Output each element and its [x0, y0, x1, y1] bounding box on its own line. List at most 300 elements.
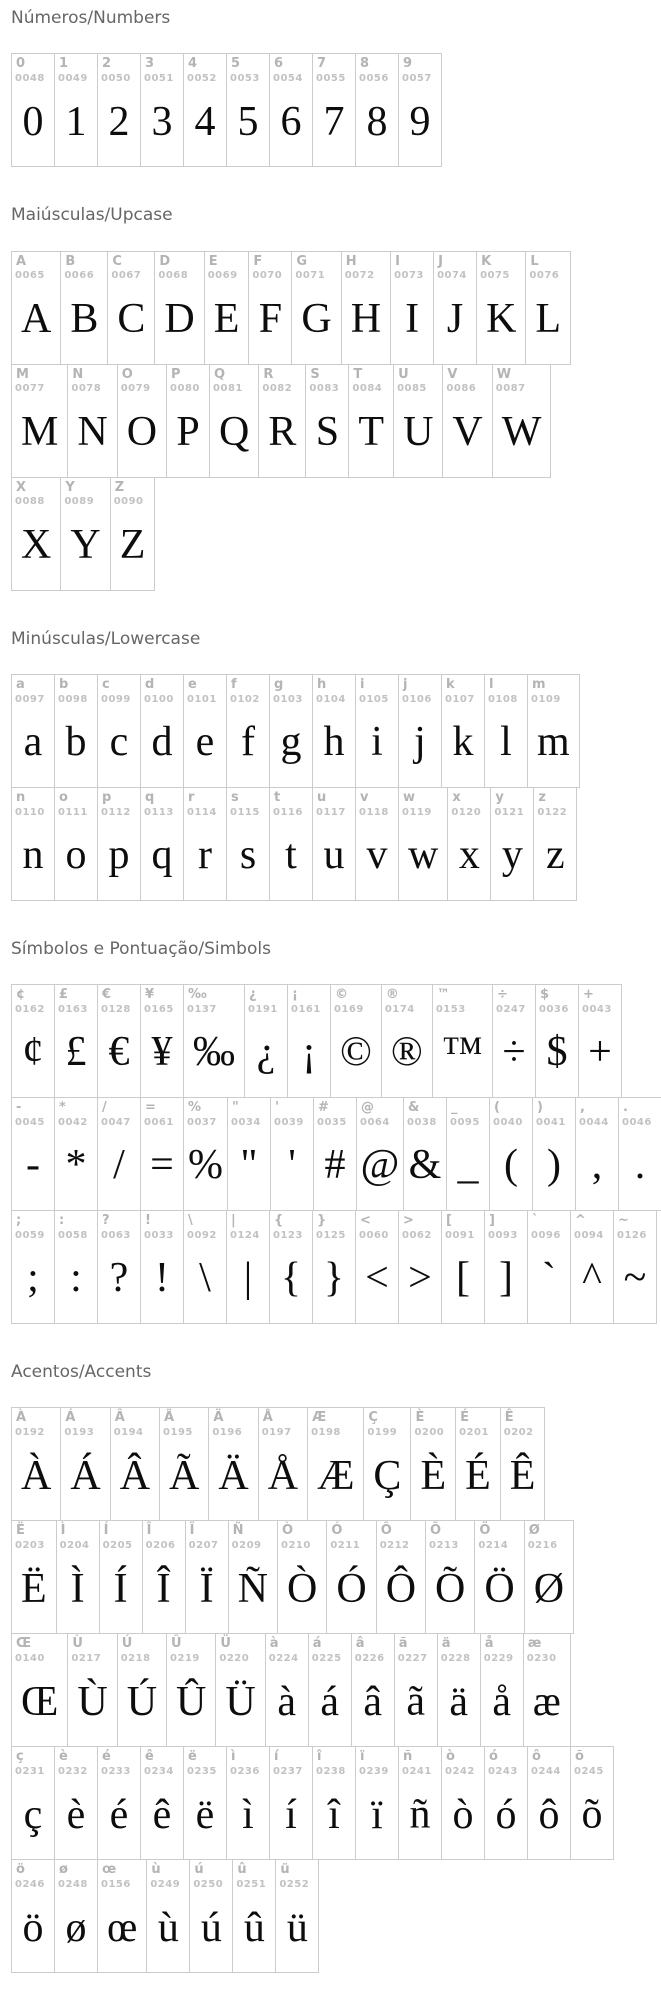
char-code: 0081 — [213, 383, 243, 395]
glyph-cell — [275, 1859, 319, 1973]
section-title: Números/Numbers — [11, 8, 171, 28]
char-label: Í — [103, 1523, 109, 1539]
glyph-cell — [363, 1407, 411, 1521]
glyph-preview: V — [452, 408, 483, 455]
char-code: 0100 — [144, 693, 174, 705]
char-code: 0174 — [384, 1003, 415, 1015]
glyph-cell — [489, 1097, 533, 1211]
char-label: Ú — [121, 1636, 133, 1652]
glyph-preview: - — [26, 1142, 40, 1189]
char-label: " — [232, 1100, 239, 1115]
char-label: h — [317, 676, 327, 692]
char-code: 0060 — [359, 1229, 389, 1241]
glyph-preview: D — [164, 295, 195, 342]
glyph-cell — [226, 1746, 270, 1860]
char-code: 0210 — [281, 1540, 311, 1552]
char-code: 0061 — [144, 1116, 174, 1128]
glyph-cell — [410, 1407, 456, 1521]
glyph-cell — [277, 1520, 327, 1634]
char-label: 9 — [403, 56, 413, 72]
char-code: 0140 — [15, 1653, 45, 1665]
char-label: m — [532, 676, 546, 692]
glyph-cell — [484, 674, 528, 788]
glyph-cell — [376, 1520, 426, 1634]
char-label: 3 — [145, 56, 155, 72]
glyph-preview: g — [280, 719, 302, 766]
glyph-preview: * — [65, 1142, 87, 1189]
char-label: è — [59, 1749, 68, 1765]
char-code: 0070 — [252, 270, 283, 282]
glyph-table — [11, 674, 661, 901]
glyph-cell — [425, 1520, 475, 1634]
glyph-preview: L — [535, 295, 562, 342]
glyph-cell — [56, 1520, 100, 1634]
glyph-cell — [140, 674, 184, 788]
glyph-preview: © — [340, 1029, 372, 1076]
char-code: 0165 — [144, 1003, 174, 1015]
char-label: > — [403, 1213, 414, 1228]
char-code: 0227 — [397, 1653, 428, 1665]
char-code: 0092 — [187, 1229, 217, 1241]
glyph-preview: á — [320, 1678, 340, 1725]
glyph-preview: € — [108, 1029, 130, 1076]
glyph-cell — [570, 1746, 614, 1860]
char-code: 0243 — [488, 1766, 518, 1778]
char-code: 0106 — [402, 693, 432, 705]
glyph-cell — [54, 1859, 98, 1973]
char-label: Î — [146, 1523, 152, 1539]
glyph-cell — [258, 1407, 308, 1521]
glyph-cell — [532, 1097, 576, 1211]
glyph-preview: 7 — [323, 98, 345, 145]
char-label: n — [16, 789, 26, 805]
glyph-row — [11, 1746, 661, 1860]
glyph-preview: B — [70, 295, 99, 342]
glyph-preview: ? — [109, 1255, 129, 1302]
char-code: 0085 — [397, 383, 427, 395]
glyph-preview: " — [240, 1142, 258, 1189]
char-code: 0038 — [407, 1116, 437, 1128]
char-label: Ë — [16, 1523, 25, 1539]
char-label: Ê — [504, 1410, 514, 1426]
char-label: | — [231, 1213, 236, 1228]
glyph-cell — [341, 251, 391, 365]
glyph-cell — [54, 1097, 98, 1211]
char-code: 0153 — [435, 1003, 466, 1015]
glyph-preview: O — [126, 408, 158, 455]
glyph-preview: Á — [70, 1452, 101, 1499]
char-label: à — [269, 1636, 279, 1652]
glyph-preview: q — [151, 832, 173, 879]
glyph-cell — [523, 1633, 571, 1747]
char-code: 0055 — [316, 73, 346, 85]
glyph-preview: _ — [457, 1142, 479, 1189]
glyph-cell — [351, 1633, 395, 1747]
glyph-cell — [54, 1746, 98, 1860]
char-code: 0239 — [359, 1766, 389, 1778]
glyph-preview: Ó — [336, 1565, 367, 1612]
char-label: Ó — [331, 1523, 343, 1539]
glyph-cell — [107, 251, 155, 365]
char-label: Ò — [282, 1523, 294, 1539]
glyph-preview: 5 — [237, 98, 259, 145]
glyph-cell — [166, 364, 210, 478]
glyph-cell — [11, 53, 55, 167]
char-label: H — [345, 253, 357, 269]
glyph-cell — [433, 251, 477, 365]
char-code: 0058 — [58, 1229, 88, 1241]
char-code: 0250 — [193, 1879, 224, 1891]
char-code: 0193 — [64, 1427, 95, 1439]
glyph-cell — [291, 251, 341, 365]
glyph-preview: Â — [119, 1452, 151, 1499]
char-label: 6 — [274, 56, 284, 72]
glyph-preview: ù — [157, 1904, 179, 1951]
glyph-row — [11, 787, 661, 901]
char-label: / — [102, 1100, 107, 1115]
glyph-cell — [54, 787, 98, 901]
char-label: S — [310, 366, 320, 382]
char-label: N — [72, 366, 84, 382]
glyph-preview: ÷ — [502, 1029, 526, 1076]
char-label: Õ — [430, 1523, 442, 1539]
char-label: C — [112, 253, 122, 269]
glyph-cell — [183, 1210, 227, 1324]
char-label: , — [580, 1100, 585, 1115]
char-label: y — [495, 789, 504, 805]
glyph-preview: f — [241, 719, 255, 766]
char-label: ~ — [618, 1213, 629, 1228]
char-label: ™ — [436, 987, 450, 1002]
glyph-preview: Ê — [509, 1452, 536, 1499]
glyph-preview: ¢ — [22, 1029, 44, 1076]
char-label: d — [145, 676, 155, 692]
char-code: 0197 — [261, 1427, 292, 1439]
glyph-preview: W — [501, 408, 542, 455]
glyph-preview: ® — [390, 1029, 423, 1076]
char-label: p — [102, 789, 112, 805]
section-title: Minúsculas/Lowercase — [11, 628, 201, 649]
char-code: 0226 — [354, 1653, 385, 1665]
glyph-cell — [11, 1097, 55, 1211]
char-code: 0044 — [579, 1116, 609, 1128]
glyph-preview: Å — [267, 1452, 299, 1499]
glyph-preview: ] — [499, 1255, 513, 1302]
glyph-section — [11, 939, 661, 1324]
glyph-preview: : — [70, 1255, 82, 1302]
char-label: \ — [188, 1213, 193, 1228]
char-label: o — [59, 789, 68, 805]
glyph-preview: Ô — [385, 1565, 417, 1612]
glyph-cell — [270, 1097, 314, 1211]
char-code: 0037 — [187, 1116, 217, 1128]
char-label: b — [59, 676, 69, 692]
glyph-cell — [248, 251, 292, 365]
glyph-preview: ! — [155, 1255, 169, 1302]
glyph-preview: ü — [286, 1904, 308, 1951]
char-code: 0230 — [526, 1653, 557, 1665]
glyph-cell — [154, 251, 204, 365]
char-label: ® — [385, 987, 399, 1002]
char-code: 0196 — [212, 1427, 243, 1439]
glyph-preview: M — [21, 408, 59, 455]
char-label: 4 — [188, 56, 198, 72]
glyph-cell — [447, 787, 491, 901]
glyph-preview: 9 — [409, 98, 431, 145]
char-label: î — [317, 1749, 322, 1765]
char-label: ^ — [575, 1213, 586, 1228]
char-code: 0137 — [187, 1003, 217, 1015]
char-label: ê — [145, 1749, 154, 1765]
char-code: 0039 — [274, 1116, 304, 1128]
char-code: 0234 — [144, 1766, 174, 1778]
glyph-preview: Ò — [287, 1565, 318, 1612]
char-code: 0156 — [101, 1879, 131, 1891]
glyph-preview: Q — [219, 408, 250, 455]
glyph-preview: \ — [199, 1255, 211, 1302]
glyph-preview: 8 — [366, 98, 388, 145]
glyph-preview: ¡ — [302, 1029, 316, 1076]
glyph-preview: } — [323, 1255, 345, 1302]
char-code: 0125 — [316, 1229, 346, 1241]
char-label: ' — [275, 1100, 279, 1115]
char-label: X — [16, 479, 27, 495]
char-label: [ — [446, 1213, 452, 1228]
char-label: É — [460, 1410, 469, 1426]
char-label: Ô — [380, 1523, 392, 1539]
char-label: æ — [527, 1636, 542, 1652]
char-code: 0191 — [248, 1003, 278, 1015]
glyph-preview: è — [66, 1791, 86, 1838]
glyph-row — [11, 53, 661, 167]
glyph-cell — [390, 251, 434, 365]
glyph-cell — [394, 1633, 438, 1747]
char-code: 0105 — [359, 693, 389, 705]
glyph-preview: A — [21, 295, 52, 342]
glyph-preview: t — [285, 832, 297, 879]
glyph-cell — [484, 1746, 528, 1860]
glyph-cell — [476, 251, 526, 365]
char-label: O — [121, 366, 133, 382]
glyph-preview: m — [537, 719, 570, 766]
char-code: 0216 — [527, 1540, 558, 1552]
char-code: 0046 — [622, 1116, 652, 1128]
glyph-preview: = — [150, 1142, 174, 1189]
glyph-cell — [613, 1210, 657, 1324]
char-code: 0083 — [309, 383, 340, 395]
char-label: 5 — [231, 56, 241, 72]
glyph-preview: i — [371, 719, 383, 766]
char-label: Ã — [164, 1410, 175, 1426]
char-label: 2 — [102, 56, 112, 72]
char-code: 0102 — [230, 693, 260, 705]
char-label: ‰ — [188, 987, 207, 1002]
char-code: 0049 — [58, 73, 88, 85]
glyph-table — [11, 1407, 661, 1973]
glyph-cell — [442, 364, 492, 478]
glyph-preview: Ë — [21, 1565, 47, 1612]
char-code: 0214 — [478, 1540, 509, 1552]
char-label: _ — [451, 1100, 458, 1115]
glyph-preview: Ù — [77, 1678, 108, 1725]
char-label: U — [398, 366, 409, 382]
glyph-preview: œ — [107, 1904, 138, 1951]
char-code: 0198 — [311, 1427, 341, 1439]
glyph-preview: k — [452, 719, 474, 766]
glyph-cell — [97, 1097, 141, 1211]
char-label: õ — [575, 1749, 584, 1765]
glyph-preview: Ã — [169, 1452, 200, 1499]
section-title: Acentos/Accents — [11, 1362, 152, 1382]
char-label: * — [59, 1100, 66, 1115]
char-code: 0074 — [437, 270, 467, 282]
glyph-preview: Ä — [218, 1452, 249, 1499]
glyph-cell — [227, 1097, 271, 1211]
glyph-cell — [11, 251, 61, 365]
char-code: 0091 — [445, 1229, 475, 1241]
glyph-cell — [355, 674, 399, 788]
glyph-cell — [355, 787, 399, 901]
glyph-preview: ; — [27, 1255, 39, 1302]
glyph-preview: ã — [406, 1678, 426, 1725]
char-code: 0080 — [170, 383, 200, 395]
glyph-cell — [393, 364, 443, 478]
char-label: j — [403, 676, 408, 692]
glyph-cell — [307, 1407, 364, 1521]
glyph-preview: 0 — [22, 98, 44, 145]
glyph-preview: Ö — [484, 1565, 515, 1612]
glyph-cell — [97, 1859, 147, 1973]
glyph-cell — [287, 984, 331, 1098]
char-code: 0163 — [58, 1003, 88, 1015]
char-label: ø — [59, 1862, 68, 1878]
char-label: l — [489, 676, 494, 692]
glyph-preview: Ñ — [237, 1565, 268, 1612]
char-code: 0213 — [429, 1540, 459, 1552]
glyph-preview: y — [501, 832, 523, 879]
char-label: ; — [16, 1213, 22, 1228]
glyph-preview: â — [363, 1678, 383, 1725]
char-code: 0096 — [531, 1229, 561, 1241]
glyph-cell — [403, 1097, 447, 1211]
char-code: 0047 — [101, 1116, 131, 1128]
char-code: 0111 — [58, 806, 88, 818]
char-code: 0117 — [316, 806, 346, 818]
char-code: 0209 — [231, 1540, 262, 1552]
char-label: f — [231, 676, 237, 692]
char-code: 0113 — [144, 806, 174, 818]
char-code: 0067 — [111, 270, 142, 282]
char-code: 0048 — [15, 73, 45, 85]
glyph-cell — [437, 1633, 481, 1747]
glyph-preview: à — [277, 1678, 297, 1725]
glyph-preview: ‰ — [193, 1029, 235, 1076]
glyph-preview: z — [546, 832, 565, 879]
char-label: ] — [489, 1213, 495, 1228]
char-label: ) — [537, 1100, 543, 1115]
glyph-cell — [159, 1407, 209, 1521]
char-label: å — [484, 1636, 494, 1652]
glyph-cell — [11, 674, 55, 788]
char-code: 0237 — [273, 1766, 303, 1778]
glyph-cell — [183, 1097, 228, 1211]
char-code: 0203 — [15, 1540, 45, 1552]
char-code: 0242 — [445, 1766, 475, 1778]
glyph-cell — [398, 787, 448, 901]
glyph-preview: | — [243, 1255, 253, 1302]
char-code: 0192 — [15, 1427, 45, 1439]
glyph-preview: Z — [119, 521, 146, 568]
glyph-cell — [492, 364, 552, 478]
char-code: 0211 — [330, 1540, 361, 1552]
glyph-cell — [11, 787, 55, 901]
glyph-preview: H — [350, 295, 382, 342]
char-code: 0162 — [15, 1003, 45, 1015]
char-label: ü — [280, 1862, 290, 1878]
glyph-preview: å — [492, 1678, 512, 1725]
glyph-preview: Œ — [21, 1678, 59, 1725]
glyph-preview: Ü — [225, 1678, 256, 1725]
glyph-preview: + — [588, 1029, 612, 1076]
glyph-cell — [189, 1859, 233, 1973]
char-label: { — [274, 1213, 284, 1228]
glyph-cell — [117, 1633, 167, 1747]
glyph-table — [11, 984, 661, 1324]
glyph-table — [11, 251, 661, 591]
glyph-cell — [355, 53, 399, 167]
char-code: 0206 — [145, 1540, 176, 1552]
char-label: v — [360, 789, 369, 805]
char-code: 0069 — [207, 270, 238, 282]
glyph-cell — [269, 1746, 313, 1860]
glyph-cell — [183, 53, 227, 167]
glyph-preview: ¿ — [256, 1029, 276, 1076]
glyph-preview: < — [365, 1255, 389, 1302]
glyph-preview: % — [188, 1142, 223, 1189]
glyph-preview: È — [420, 1452, 447, 1499]
char-code: 0205 — [102, 1540, 133, 1552]
char-code: 0121 — [494, 806, 525, 818]
glyph-cell — [441, 674, 485, 788]
char-code: 0035 — [317, 1116, 347, 1128]
char-label: ï — [360, 1749, 365, 1765]
char-label: @ — [361, 1100, 374, 1115]
char-code: 0075 — [480, 270, 510, 282]
glyph-cell — [11, 1210, 55, 1324]
char-label: - — [16, 1100, 22, 1115]
char-label: Z — [114, 479, 125, 495]
char-code: 0077 — [15, 383, 45, 395]
glyph-preview: n — [22, 832, 44, 879]
char-code: 0126 — [617, 1229, 647, 1241]
glyph-row — [11, 1633, 661, 1747]
char-label: = — [145, 1100, 156, 1115]
glyph-cell — [11, 1633, 68, 1747]
glyph-preview: X — [21, 521, 52, 568]
char-label: G — [296, 253, 308, 269]
glyph-preview: J — [446, 295, 464, 342]
glyph-preview: ç — [23, 1791, 43, 1838]
glyph-preview: l — [500, 719, 512, 766]
char-code: 0244 — [531, 1766, 561, 1778]
char-label: ? — [102, 1213, 110, 1228]
glyph-cell — [527, 1210, 571, 1324]
char-code: 0101 — [187, 693, 217, 705]
glyph-cell — [183, 1746, 227, 1860]
glyph-preview: [ — [456, 1255, 470, 1302]
char-code: 0093 — [488, 1229, 518, 1241]
char-code: 0231 — [15, 1766, 45, 1778]
